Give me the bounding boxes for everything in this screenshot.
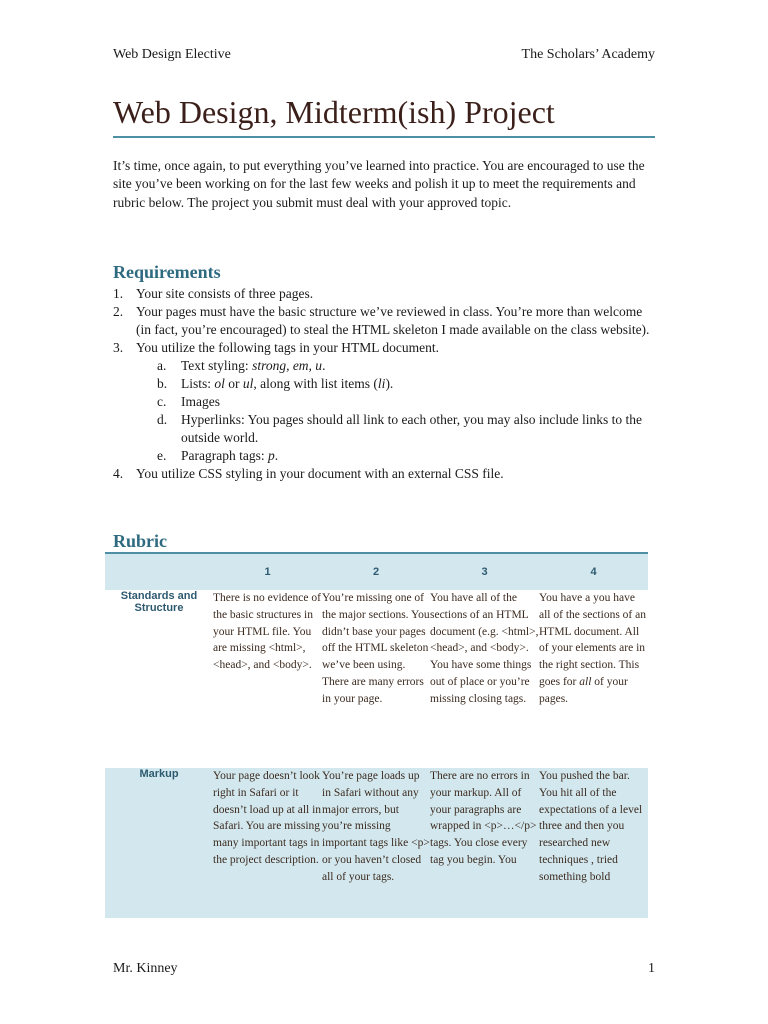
- footer-page-number: 1: [648, 961, 655, 976]
- rubric-column-header: 1: [213, 553, 322, 590]
- sub-item-paragraph: [136, 447, 655, 465]
- sub-item-text: Lists:: [181, 376, 215, 391]
- sub-item-hyperlinks: [136, 411, 655, 447]
- sub-item-letter: b.: [157, 376, 168, 391]
- rubric-cell-text: You have a you have all of the sections of an HTML document. All of your elements are in the right section. This goes for: [539, 592, 646, 688]
- rubric-cell: You have all of the sections of an HTML document (e.g. <html>, <head>, and <body>. You have some things out of place or you’re missing closing tags.: [430, 590, 539, 768]
- sub-item-text: Images: [181, 394, 220, 409]
- rubric-criterion: Standards and Structure: [105, 590, 213, 768]
- sub-item-text: or: [224, 376, 243, 391]
- sub-item-suffix: .: [274, 448, 279, 463]
- rubric-column-header: 3: [430, 553, 539, 590]
- rubric-cell: You’re missing one of the major sections. You didn’t base your pages off the HTML skeleton we’ve been using. There are many errors in your page.: [322, 590, 430, 768]
- header-school: The Scholars’ Academy: [521, 47, 655, 62]
- rubric-heading: Rubric: [113, 531, 167, 551]
- rubric-column-header: 4: [539, 553, 648, 590]
- requirement-item: [113, 285, 655, 303]
- rubric-cell: [539, 590, 648, 768]
- requirements-heading: Requirements: [113, 262, 221, 282]
- requirement-sublist: [136, 357, 655, 465]
- sub-item-lists: [136, 375, 655, 393]
- sub-item-tag: ul: [242, 376, 254, 391]
- rubric-criterion: Markup: [105, 768, 213, 918]
- rubric-row-standards: [105, 590, 648, 768]
- rubric-corner-cell: [105, 553, 213, 590]
- requirements-list: [113, 285, 655, 483]
- requirement-text: You utilize CSS styling in your document with an external CSS file.: [136, 466, 504, 481]
- sub-item-text: Hyperlinks: You pages should all link to each other, you may also include links to the outside world.: [181, 412, 643, 445]
- page-title: Web Design, Midterm(ish) Project: [113, 92, 655, 138]
- sub-item-suffix: ).: [385, 376, 394, 391]
- rubric-cell: You pushed the bar. You hit all of the expectations of a level three and then you researched new techniques , tried something bold: [539, 768, 648, 918]
- rubric-cell: There are no errors in your markup. All of your paragraphs are wrapped in <p>…</p> tags. You close every tag you begin. You: [430, 768, 539, 918]
- intro-paragraph: It’s time, once again, to put everything you’ve learned into practice. You are encouraged to use the site you’ve been working on for the last few weeks and polish it up to meet the requirements and rubric below. The project you submit must deal with your approved topic.: [113, 158, 645, 210]
- requirement-text: Your site consists of three pages.: [136, 286, 314, 301]
- requirement-number: 1.: [113, 286, 124, 301]
- sub-item-text: Paragraph tags:: [181, 448, 268, 463]
- requirement-number: 3.: [113, 340, 124, 355]
- rubric-row-markup: [105, 768, 648, 918]
- requirement-number: 2.: [113, 304, 124, 319]
- footer-author: Mr. Kinney: [113, 961, 178, 976]
- sub-item-text: Text styling:: [181, 358, 253, 373]
- sub-item-suffix: .: [322, 358, 326, 373]
- rubric-table: [105, 552, 648, 918]
- sub-item-images: [136, 393, 655, 411]
- requirement-number: 4.: [113, 466, 124, 481]
- sub-item-letter: e.: [157, 448, 167, 463]
- rubric-column-header: 2: [322, 553, 430, 590]
- sub-item-letter: c.: [157, 394, 167, 409]
- rubric-cell-emphasis: all: [579, 675, 592, 688]
- header-course: Web Design Elective: [113, 47, 231, 62]
- sub-item-text-styling: [136, 357, 655, 375]
- sub-item-tags: p: [267, 448, 275, 463]
- sub-item-letter: d.: [157, 412, 168, 427]
- sub-item-text: , along with list items (: [253, 376, 378, 391]
- rubric-header-row: [105, 553, 648, 590]
- rubric-cell-text: of your pages.: [539, 675, 628, 705]
- rubric-cell: There is no evidence of the basic structures in your HTML file. You are missing <html>, <head>, and <body>.: [213, 590, 322, 768]
- requirement-item: [113, 303, 655, 339]
- rubric-cell: Your page doesn’t look right in Safari or it doesn’t load up at all in Safari. You are missing many important tags in the project description.: [213, 768, 322, 918]
- rubric-cell: You’re page loads up in Safari without any major errors, but you’re missing important tags like <p> or you haven’t closed all of your tags.: [322, 768, 430, 918]
- requirement-item: [113, 465, 655, 483]
- sub-item-tag: ol: [214, 376, 225, 391]
- requirement-item: [113, 339, 655, 465]
- sub-item-letter: a.: [157, 358, 167, 373]
- sub-item-tag: li: [377, 376, 386, 391]
- sub-item-tags: strong, em, u: [252, 358, 323, 373]
- requirement-text: You utilize the following tags in your HTML document.: [136, 340, 439, 355]
- requirement-text: Your pages must have the basic structure we’ve reviewed in class. You’re more than welcome (in fact, you’re encouraged) to steal the HTML skeleton I made available on the class website).: [136, 304, 650, 337]
